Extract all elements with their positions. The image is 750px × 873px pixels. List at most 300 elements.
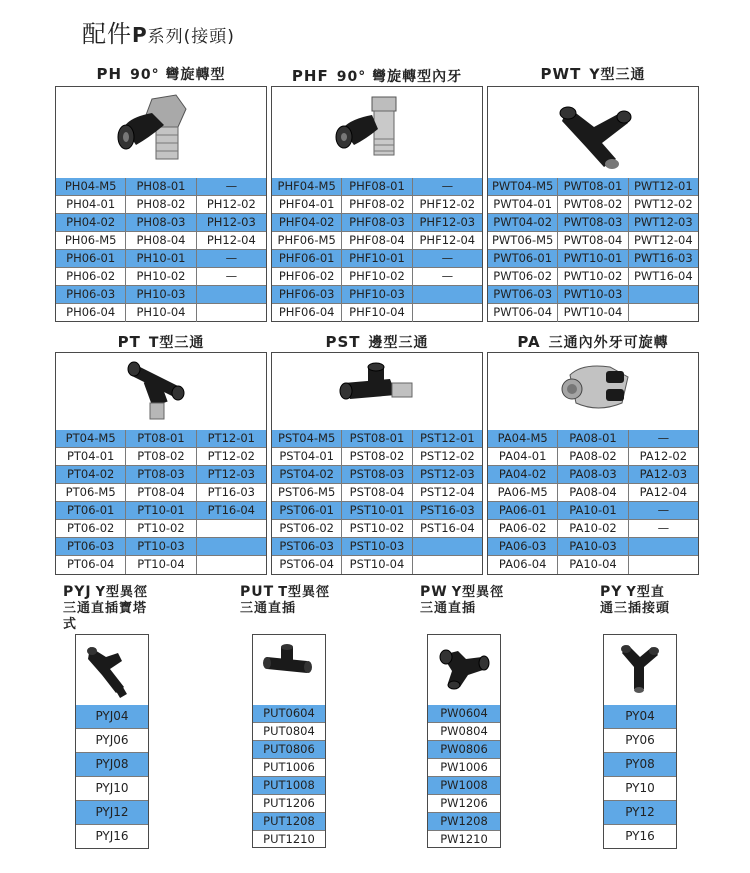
cell-text: PST08-01	[342, 430, 412, 447]
cell-text: PST06-04	[272, 556, 342, 574]
cell-text: PWT08-01	[558, 178, 628, 195]
cell-text: PST12-04	[419, 485, 475, 499]
cell-text: PA06-04	[488, 556, 558, 574]
table-row	[428, 795, 500, 813]
title-rest: 系列	[147, 27, 184, 47]
table-row	[604, 801, 676, 825]
cell-text: 三通直插	[240, 601, 297, 616]
cell-text: PT06-02	[56, 520, 126, 537]
cell-text: PUT1208	[263, 814, 315, 828]
table-row	[488, 250, 698, 268]
cell-text: Y型異徑	[95, 585, 149, 600]
table-row	[56, 214, 266, 232]
cell-text: PHF08-02	[342, 196, 412, 213]
fitting-tee-reducer-icon	[253, 635, 325, 705]
product-table	[55, 86, 267, 322]
group-title-pw	[420, 584, 504, 617]
cell-text: PWT12-01	[633, 179, 693, 193]
cell-text: PA	[517, 333, 541, 351]
table-row	[56, 448, 266, 466]
cell-text: PST10-01	[342, 502, 412, 519]
table-row	[76, 825, 148, 849]
page-title	[82, 14, 235, 49]
table-row	[488, 196, 698, 214]
group-title	[271, 332, 483, 352]
cell-text: 邊型三通	[368, 335, 429, 351]
cell-text: PH04-M5	[56, 178, 126, 195]
cell-text: PT08-04	[126, 484, 196, 501]
fitting-y-union-icon	[604, 635, 676, 705]
product-table-put	[252, 634, 326, 848]
cell-text: PH04-02	[56, 214, 126, 231]
cell-text: PUT0604	[263, 706, 315, 720]
product-table	[271, 86, 483, 322]
product-image	[488, 353, 698, 431]
table-row	[76, 801, 148, 825]
group-title-put	[240, 584, 330, 617]
table-row	[428, 723, 500, 741]
cell-text: PA06-02	[488, 520, 558, 537]
cell-text: PA06-01	[488, 502, 558, 519]
title-sub: (接頭)	[183, 27, 235, 47]
cell-text: —	[225, 179, 238, 193]
cell-text: PST08-04	[342, 484, 412, 501]
table-row	[253, 831, 325, 849]
table-row	[272, 196, 482, 214]
cell-text: PST06-02	[272, 520, 342, 537]
cell-text: PWT06-01	[488, 250, 558, 267]
table-row	[272, 556, 482, 574]
cell-text	[629, 304, 698, 322]
cell-text	[197, 304, 266, 322]
cell-text: PA12-04	[639, 485, 688, 499]
cell-text: PYJ04	[95, 709, 129, 723]
cell-text: PY08	[625, 757, 655, 771]
table-row	[488, 484, 698, 502]
cell-text: PYJ16	[95, 829, 129, 843]
cell-text: PA06-M5	[488, 484, 558, 501]
fitting-tee-icon	[56, 353, 266, 430]
cell-text: PYJ	[63, 584, 92, 600]
product-table-pyj	[75, 634, 149, 849]
cell-text: PW1208	[440, 814, 488, 828]
cell-text: 通三插接頭	[600, 601, 671, 616]
cell-text: PWT08-04	[558, 232, 628, 249]
table-row	[56, 178, 266, 196]
cell-text: PHF04-M5	[272, 178, 342, 195]
cell-text: PHF12-04	[419, 233, 476, 247]
cell-text: PH10-03	[126, 286, 196, 303]
cell-text: PHF04-01	[272, 196, 342, 213]
table-row	[428, 741, 500, 759]
table-row	[56, 502, 266, 520]
fitting-elbow-female-icon	[272, 87, 482, 178]
table-row	[272, 304, 482, 322]
cell-text: PW1008	[440, 778, 488, 792]
cell-text	[197, 520, 266, 537]
cell-text: PA10-04	[558, 556, 628, 574]
table-row	[56, 250, 266, 268]
cell-text: PA04-01	[488, 448, 558, 465]
cell-text: PUT	[240, 584, 275, 600]
cell-text: Y型異徑	[451, 585, 505, 600]
cell-text: PH08-01	[126, 178, 196, 195]
table-row	[272, 214, 482, 232]
cell-text: PST06-01	[272, 502, 342, 519]
cell-text: PT04-02	[56, 466, 126, 483]
table-row	[76, 705, 148, 729]
cell-text: PHF10-03	[342, 286, 412, 303]
table-row	[272, 268, 482, 286]
product-table-pw	[427, 634, 501, 848]
cell-text: PH08-03	[126, 214, 196, 231]
group-title-py	[600, 584, 670, 617]
cell-text: PH06-03	[56, 286, 126, 303]
cell-text: Y型三通	[589, 67, 646, 83]
product-table	[487, 352, 699, 575]
table-row	[488, 304, 698, 322]
table-row	[604, 777, 676, 801]
cell-text: PA12-02	[639, 449, 688, 463]
cell-text: PT04-M5	[56, 430, 126, 447]
table-row	[56, 484, 266, 502]
fitting-y-reducer-icon	[428, 635, 500, 705]
table-row	[76, 729, 148, 753]
cell-text: PT16-04	[207, 503, 256, 517]
table-row	[272, 178, 482, 196]
cell-text: PST04-01	[272, 448, 342, 465]
cell-text: —	[441, 269, 454, 283]
cell-text: PST12-02	[419, 449, 475, 463]
cell-text: PT10-01	[126, 502, 196, 519]
cell-text: PWT08-03	[558, 214, 628, 231]
cell-text: PWT10-04	[558, 304, 628, 322]
cell-text: PA06-03	[488, 538, 558, 555]
cell-text	[197, 556, 266, 574]
cell-text: PWT10-02	[558, 268, 628, 285]
product-image	[488, 87, 698, 179]
cell-text: PA10-02	[558, 520, 628, 537]
cell-text: PT06-M5	[56, 484, 126, 501]
cell-text: PHF06-02	[272, 268, 342, 285]
cell-text: PUT0804	[263, 724, 315, 738]
group-title	[55, 64, 267, 84]
cell-text: —	[657, 521, 670, 535]
cell-text: PW0604	[440, 706, 488, 720]
group-pst	[271, 330, 483, 575]
cell-text: PHF08-04	[342, 232, 412, 249]
table-row	[253, 777, 325, 795]
fitting-elbow-icon	[56, 87, 266, 178]
group-title	[487, 332, 699, 352]
table-row	[428, 705, 500, 723]
product-image	[272, 353, 482, 431]
cell-text: PWT04-M5	[488, 178, 558, 195]
product-image	[272, 87, 482, 179]
product-image	[76, 635, 148, 706]
product-image	[604, 635, 676, 706]
fitting-y-icon	[488, 87, 698, 178]
cell-text: —	[657, 431, 670, 445]
table-row	[604, 753, 676, 777]
cell-text: PH08-04	[126, 232, 196, 249]
group-title-pyj	[63, 584, 148, 633]
fitting-rotary-tee-icon	[488, 353, 698, 430]
cell-text: T型異徑	[278, 585, 331, 600]
cell-text: PST12-03	[419, 467, 475, 481]
table-row	[272, 484, 482, 502]
product-image	[428, 635, 500, 706]
product-image	[56, 87, 266, 179]
cell-text: PT12-02	[207, 449, 256, 463]
cell-text: PHF06-03	[272, 286, 342, 303]
cell-text: PW1210	[440, 832, 488, 846]
cell-text: PT08-01	[126, 430, 196, 447]
cell-text: PST04-M5	[272, 430, 342, 447]
table-row	[253, 795, 325, 813]
cell-text: PA08-02	[558, 448, 628, 465]
table-row	[56, 268, 266, 286]
cell-text: —	[657, 503, 670, 517]
table-row	[272, 448, 482, 466]
table-row	[253, 723, 325, 741]
cell-text: PT06-03	[56, 538, 126, 555]
cell-text: PST16-03	[419, 503, 475, 517]
title-main: 配件	[82, 20, 132, 48]
table-row	[272, 520, 482, 538]
cell-text: PY06	[625, 733, 655, 747]
table-row	[428, 813, 500, 831]
cell-text: PWT12-03	[633, 215, 693, 229]
cell-text: PT12-01	[207, 431, 256, 445]
table-row	[488, 502, 698, 520]
cell-text	[413, 556, 482, 574]
cell-text	[413, 538, 482, 555]
cell-text: PA08-03	[558, 466, 628, 483]
cell-text	[629, 538, 698, 555]
cell-text: 式	[63, 617, 78, 632]
cell-text: PWT06-03	[488, 286, 558, 303]
cell-text	[197, 538, 266, 555]
cell-text: PHF06-04	[272, 304, 342, 322]
table-row	[272, 430, 482, 448]
cell-text: PH06-02	[56, 268, 126, 285]
product-image	[253, 635, 325, 706]
cell-text: PT06-04	[56, 556, 126, 574]
cell-text: PW0806	[440, 742, 488, 756]
cell-text: PHF06-M5	[272, 232, 342, 249]
cell-text: PWT16-04	[633, 269, 693, 283]
cell-text: PHF12-03	[419, 215, 476, 229]
cell-text: PW1006	[440, 760, 488, 774]
cell-text: PY04	[625, 709, 655, 723]
table-row	[56, 232, 266, 250]
cell-text: PST06-03	[272, 538, 342, 555]
cell-text: PH12-04	[206, 233, 256, 247]
cell-text: PH06-M5	[56, 232, 126, 249]
cell-text: PH06-01	[56, 250, 126, 267]
cell-text	[197, 286, 266, 303]
cell-text: PY12	[625, 805, 655, 819]
cell-text: 90° 彎旋轉型內牙	[336, 69, 463, 85]
cell-text: PST04-02	[272, 466, 342, 483]
cell-text: PY16	[625, 829, 655, 843]
cell-text: 三通直插寶塔	[63, 601, 148, 616]
cell-text: 三通內外牙可旋轉	[548, 335, 669, 351]
cell-text: PHF08-03	[342, 214, 412, 231]
table-row	[56, 430, 266, 448]
table-row	[56, 520, 266, 538]
cell-text: PA04-02	[488, 466, 558, 483]
cell-text: PHF08-01	[342, 178, 412, 195]
cell-text: PUT1210	[263, 832, 315, 846]
product-table-py	[603, 634, 677, 849]
cell-text: PWT04-01	[488, 196, 558, 213]
cell-text: PUT1206	[263, 796, 315, 810]
cell-text: PWT12-04	[633, 233, 693, 247]
table-row	[253, 813, 325, 831]
cell-text: PUT0806	[263, 742, 315, 756]
cell-text: PYJ08	[95, 757, 129, 771]
table-row	[56, 286, 266, 304]
cell-text: PWT	[540, 65, 582, 83]
cell-text: PHF	[291, 67, 329, 85]
table-row	[428, 759, 500, 777]
cell-text: T型三通	[148, 335, 205, 351]
cell-text: PH12-03	[206, 215, 256, 229]
cell-text: PY10	[625, 781, 655, 795]
cell-text: PH12-02	[206, 197, 256, 211]
cell-text	[629, 556, 698, 574]
cell-text: PH10-01	[126, 250, 196, 267]
cell-text: —	[225, 251, 238, 265]
table-row	[488, 556, 698, 574]
cell-text: —	[441, 251, 454, 265]
table-row	[604, 729, 676, 753]
table-row	[272, 286, 482, 304]
cell-text: PST	[325, 333, 361, 351]
cell-text: PHF06-01	[272, 250, 342, 267]
cell-text: PA10-03	[558, 538, 628, 555]
cell-text: —	[441, 179, 454, 193]
group-title	[55, 332, 267, 352]
table-row	[488, 538, 698, 556]
table-row	[253, 705, 325, 723]
cell-text	[413, 286, 482, 303]
table-row	[56, 196, 266, 214]
cell-text: PA04-M5	[488, 430, 558, 447]
cell-text: PST06-M5	[272, 484, 342, 501]
fitting-y-barb-icon	[76, 635, 148, 705]
cell-text: PT	[117, 333, 141, 351]
cell-text: PH10-04	[126, 304, 196, 322]
table-row	[604, 705, 676, 729]
cell-text: 三通直插	[420, 601, 477, 616]
table-row	[488, 520, 698, 538]
cell-text: PWT06-04	[488, 304, 558, 322]
cell-text: PST10-04	[342, 556, 412, 574]
product-table	[271, 352, 483, 575]
cell-text: PWT04-02	[488, 214, 558, 231]
cell-text: PST10-03	[342, 538, 412, 555]
table-row	[56, 466, 266, 484]
cell-text: PST08-03	[342, 466, 412, 483]
table-row	[56, 556, 266, 574]
cell-text: PY	[600, 584, 623, 600]
cell-text: PH08-02	[126, 196, 196, 213]
cell-text: PHF04-02	[272, 214, 342, 231]
group-pwt	[487, 58, 699, 322]
cell-text: PUT1006	[263, 760, 315, 774]
product-table	[55, 352, 267, 575]
cell-text: PT04-01	[56, 448, 126, 465]
cell-text: PA12-03	[639, 467, 688, 481]
table-row	[272, 502, 482, 520]
table-row	[428, 831, 500, 849]
group-title	[271, 66, 483, 86]
cell-text: —	[225, 269, 238, 283]
cell-text: PT16-03	[207, 485, 256, 499]
table-row	[604, 825, 676, 849]
group-ph	[55, 58, 267, 322]
cell-text: PT06-01	[56, 502, 126, 519]
cell-text: PYJ10	[95, 781, 129, 795]
cell-text: PA10-01	[558, 502, 628, 519]
table-row	[488, 286, 698, 304]
cell-text: PYJ12	[95, 805, 129, 819]
table-row	[253, 759, 325, 777]
table-row	[488, 232, 698, 250]
cell-text: PHF12-02	[419, 197, 476, 211]
cell-text: PHF10-04	[342, 304, 412, 322]
cell-text: PHF10-02	[342, 268, 412, 285]
table-row	[272, 466, 482, 484]
table-row	[76, 753, 148, 777]
table-row	[488, 448, 698, 466]
table-row	[56, 304, 266, 322]
cell-text: PWT10-03	[558, 286, 628, 303]
cell-text: PH	[96, 65, 123, 83]
cell-text: PT10-02	[126, 520, 196, 537]
table-row	[272, 232, 482, 250]
title-series: P	[132, 23, 148, 47]
group-title	[487, 64, 699, 84]
cell-text: PWT10-01	[558, 250, 628, 267]
cell-text: PWT06-02	[488, 268, 558, 285]
group-phf	[271, 58, 483, 322]
group-pt	[55, 330, 267, 575]
cell-text: PH06-04	[56, 304, 126, 322]
cell-text: PW1206	[440, 796, 488, 810]
cell-text: PST16-04	[419, 521, 475, 535]
table-row	[428, 777, 500, 795]
table-row	[488, 268, 698, 286]
cell-text: PWT16-03	[633, 251, 693, 265]
cell-text: Y型直	[626, 585, 665, 600]
product-table	[487, 86, 699, 322]
cell-text: PT08-03	[126, 466, 196, 483]
table-row	[488, 214, 698, 232]
cell-text: PW	[420, 584, 448, 600]
cell-text: 90° 彎旋轉型	[130, 67, 226, 83]
table-row	[253, 741, 325, 759]
cell-text: PA08-01	[558, 430, 628, 447]
table-row	[76, 777, 148, 801]
cell-text: PHF10-01	[342, 250, 412, 267]
table-row	[56, 538, 266, 556]
cell-text: PH10-02	[126, 268, 196, 285]
cell-text: PYJ06	[95, 733, 129, 747]
